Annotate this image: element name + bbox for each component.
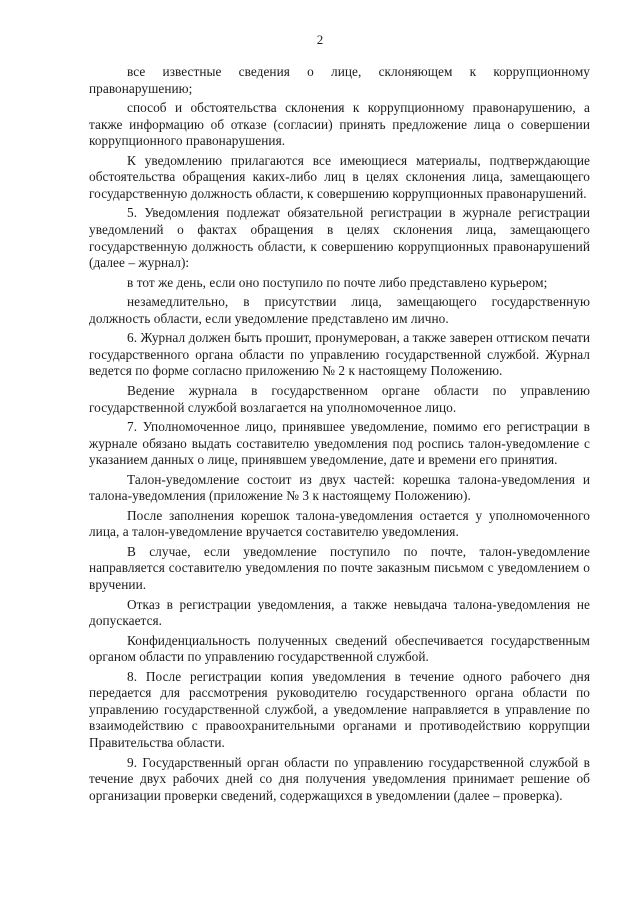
paragraph: 9. Государственный орган области по управлению государственной службой в течение двух рабочих дней со дня получения уведомления принимает решение об организации проверки сведений, содержащихся в уведомлении (далее – проверка). <box>89 754 590 803</box>
paragraph: Талон-уведомление состоит из двух частей: корешка талона-уведомления и талона-уведомления (приложение № 3 к настоящему Положению). <box>89 471 590 504</box>
paragraph: способ и обстоятельства склонения к коррупционному правонарушению, а также информацию об отказе (согласии) принять предложение лица о совершении коррупционного правонарушения. <box>89 100 590 149</box>
paragraph: в тот же день, если оно поступило по почте либо представлено курьером; <box>127 274 548 290</box>
paragraph: В случае, если уведомление поступило по почте, талон-уведомление направляется составителю уведомления по почте заказным письмом с уведомлением о вручении. <box>89 543 590 593</box>
paragraph: После заполнения корешок талона-уведомления остается у уполномоченного лица, а талон-уведомление вручается составителю уведомления. <box>89 507 590 540</box>
paragraph: Отказ в регистрации уведомления, а также невыдача талона-уведомления не допускается. <box>89 596 590 629</box>
paragraph: незамедлительно, в присутствии лица, замещающего государственную должность области, если уведомление представлено им лично. <box>89 294 590 326</box>
paragraph: 8. После регистрации копия уведомления в течение одного рабочего дня передается для рассмотрения руководителю государственного органа области по управлению государственной службой, а уведомление направляется в управление по взаимодействию с правоохранительными органами и противодействию коррупции Правительства области. <box>89 668 590 751</box>
document-body <box>89 64 590 807</box>
paragraph: 7. Уполномоченное лицо, принявшее уведомление, помимо его регистрации в журнале обязано выдать составителю уведомления под роспись талон-уведомление с указанием данных о лице, принявшем уведомление, дате и времени его принятия. <box>89 419 590 468</box>
paragraph: все известные сведения о лице, склоняющем к коррупционному правонарушению; <box>89 64 590 96</box>
paragraph: 6. Журнал должен быть прошит, пронумерован, а также заверен оттиском печати государственного органа области по управлению государственной службой. Журнал ведется по форме согласно приложению № 2 к настоящему Положению. <box>89 330 590 379</box>
paragraph: Ведение журнала в государственном органе области по управлению государственной службой возлагается на уполномоченное лицо. <box>89 382 590 415</box>
page-number: 2 <box>316 32 324 47</box>
paragraph: 5. Уведомления подлежат обязательной регистрации в журнале регистрации уведомлений о фактах обращения в целях склонения лица, замещающего государственную должность области, к совершению коррупционных правонарушений (далее – журнал): <box>89 205 590 271</box>
paragraph: Конфиденциальность полученных сведений обеспечивается государственным органом области по управлению государственной службой. <box>89 632 590 665</box>
paragraph: К уведомлению прилагаются все имеющиеся материалы, подтверждающие обстоятельства обращения каких-либо лиц в целях склонения лица, замещающего государственную должность области, к совершению коррупционных правонарушений. <box>89 152 590 201</box>
